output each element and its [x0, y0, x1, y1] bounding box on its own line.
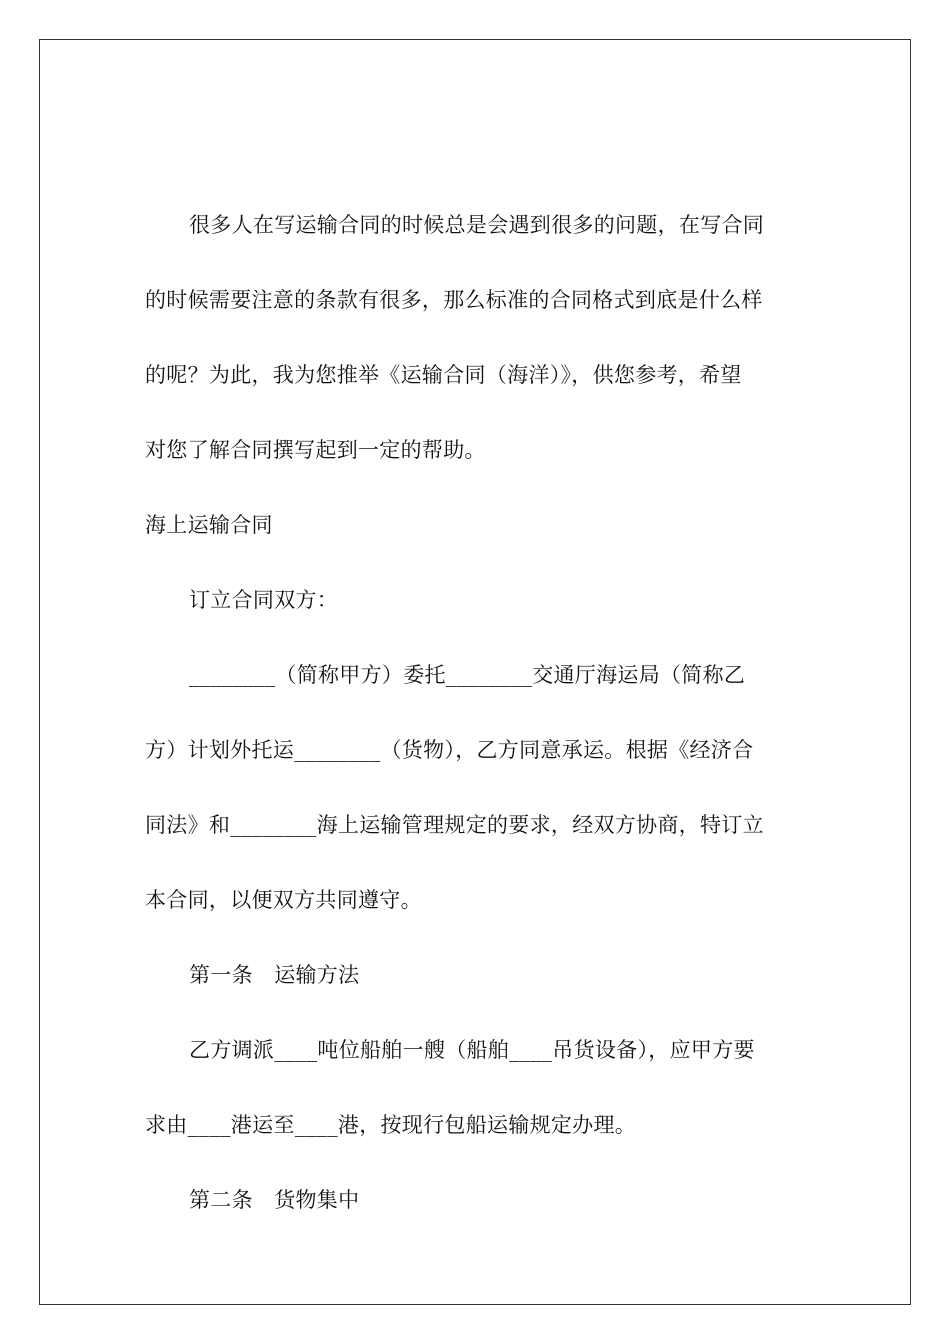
parties-paragraph-line-4: 本合同，以便双方共同遵守。: [145, 888, 422, 912]
parties-paragraph-line-2: 方）计划外托运________（货物），乙方同意承运。根据《经济合: [145, 738, 754, 762]
parties-paragraph-line-1: ________（简称甲方）委托________交通厅海运局（简称乙: [189, 663, 746, 687]
intro-paragraph-line-2: 的时候需要注意的条款有很多，那么标准的合同格式到底是什么样: [145, 288, 763, 312]
article-2-heading: 第二条 货物集中: [189, 1188, 360, 1212]
parties-paragraph-line-3: 同法》和________海上运输管理规定的要求，经双方协商，特订立: [145, 813, 764, 837]
article-1-heading: 第一条 运输方法: [189, 963, 360, 987]
parties-heading: 订立合同双方：: [189, 588, 339, 612]
article-1-paragraph-line-1: 乙方调派____吨位船舶一艘（船舶____吊货设备），应甲方要: [189, 1038, 755, 1062]
intro-paragraph-line-3: 的呢？为此，我为您推举《运输合同（海洋）》，供您参考，希望: [145, 363, 742, 387]
contract-title: 海上运输合同: [145, 513, 273, 537]
article-1-paragraph-line-2: 求由____港运至____港，按现行包船运输规定办理。: [145, 1113, 637, 1137]
intro-paragraph-line-4: 对您了解合同撰写起到一定的帮助。: [145, 438, 486, 462]
intro-paragraph-line-1: 很多人在写运输合同的时候总是会遇到很多的问题，在写合同: [189, 213, 765, 237]
